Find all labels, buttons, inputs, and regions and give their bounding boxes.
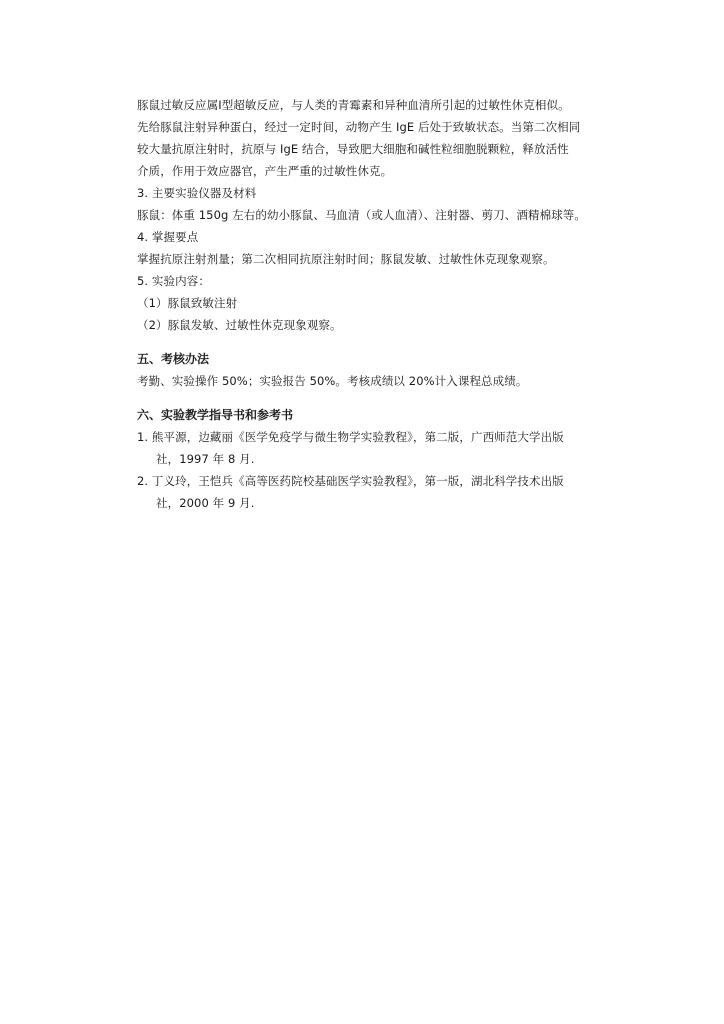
reference-line: 2. 丁义玲，王恺兵《高等医药院校基础医学实验教程》，第一版，湖北科学技术出版 <box>137 474 564 488</box>
section-references <box>137 404 617 514</box>
section-heading: 五、考核办法 <box>137 352 210 366</box>
section-key-points <box>137 226 617 270</box>
section-body: 豚鼠：体重 150g 左右的幼小豚鼠、马血清（或人血清）、注射器、剪刀、酒精棉球等。 <box>137 208 587 222</box>
section-title: 3. 主要实验仪器及材料 <box>137 186 257 200</box>
section-heading: 六、实验教学指导书和参考书 <box>137 408 294 422</box>
section-equipment <box>137 182 617 226</box>
list-item: （2）豚鼠发敏、过敏性休克现象观察。 <box>137 318 342 332</box>
reference-item <box>137 470 617 514</box>
reference-line: 社，1997 年 8 月. <box>156 452 255 466</box>
section-title: 5. 实验内容： <box>137 274 210 288</box>
intro-line: 豚鼠过敏反应属Ⅰ型超敏反应，与人类的青霉素和异种血清所引起的过敏性休克相似。 <box>137 98 570 112</box>
section-body: 考勤、实验操作 50%；实验报告 50%。考核成绩以 20%计入课程总成绩。 <box>137 374 528 388</box>
intro-paragraph <box>137 94 617 182</box>
section-title: 4. 掌握要点 <box>137 230 199 244</box>
intro-line: 先给豚鼠注射异种蛋白，经过一定时间，动物产生 IgE 后处于致敏状态。当第二次相同 <box>137 120 581 134</box>
section-assessment <box>137 348 617 392</box>
list-item: （1）豚鼠致敏注射 <box>137 296 238 310</box>
reference-line: 1. 熊平源，边藏丽《医学免疫学与微生物学实验教程》，第二版，广西师范大学出版 <box>137 430 564 444</box>
reference-line: 社，2000 年 9 月. <box>156 496 255 510</box>
section-experiment-content <box>137 270 617 336</box>
intro-line: 介质，作用于效应器官，产生严重的过敏性休克。 <box>137 164 393 178</box>
document-content <box>137 94 617 514</box>
reference-item <box>137 426 617 470</box>
section-body: 掌握抗原注射剂量；第二次相同抗原注射时间；豚鼠发敏、过敏性休克现象观察。 <box>137 252 555 266</box>
intro-line: 较大量抗原注射时，抗原与 IgE 结合，导致肥大细胞和碱性粒细胞脱颗粒，释放活性 <box>137 142 569 156</box>
